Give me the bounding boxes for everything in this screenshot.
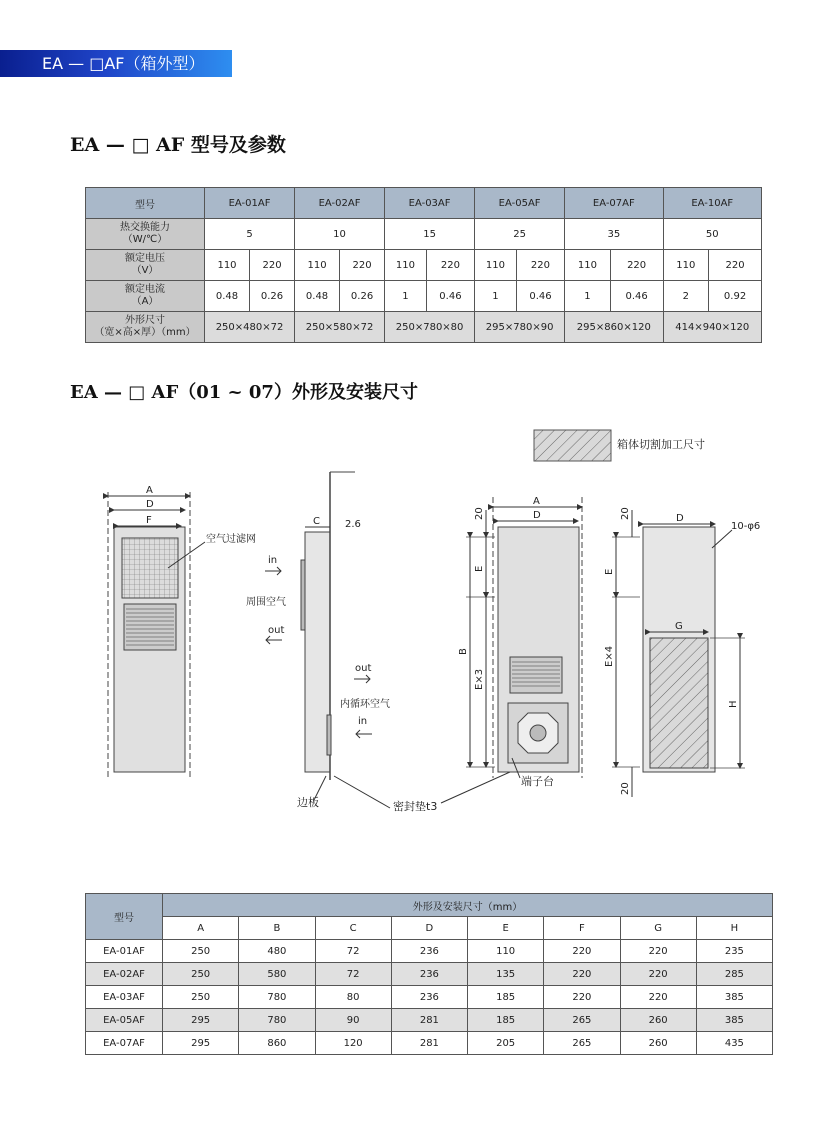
dim-cell: 220 [544, 986, 620, 1009]
dim-cell: 72 [315, 963, 391, 986]
cutout-view [604, 507, 760, 797]
table-row [86, 940, 773, 963]
spec-cell: 35 [565, 219, 663, 250]
dim-cell: 185 [468, 1009, 544, 1032]
out-label-bottom: out [355, 663, 372, 674]
spec-table [85, 187, 762, 343]
dim-cell: 860 [239, 1032, 315, 1055]
dim-cell: 260 [620, 1009, 696, 1032]
spec-cell: 110 [385, 250, 427, 281]
dim-column-header: G [620, 917, 696, 940]
installation-diagram [0, 410, 837, 830]
table-row [86, 963, 773, 986]
spec-model-header: EA-02AF [295, 188, 385, 219]
out-label-top: out [268, 625, 285, 636]
spec-row-label: 额定电流 （A） [86, 281, 205, 312]
ambient-air-label: 周围空气 [246, 597, 286, 608]
spec-header-model: 型号 [86, 188, 205, 219]
dim-label-a: A [146, 485, 153, 496]
dim-label-e4: E×4 [604, 645, 615, 667]
spec-cell: 250×480×72 [205, 312, 295, 343]
spec-cell: 0.26 [250, 281, 295, 312]
dim-cell: 236 [391, 986, 467, 1009]
dim-label-d2: D [533, 510, 541, 521]
dim-cell: 236 [391, 963, 467, 986]
spec-cell: 414×940×120 [663, 312, 761, 343]
dim-header-model: 型号 [86, 894, 163, 940]
dim-label-thickness: 2.6 [345, 519, 361, 530]
dim-cell: 250 [163, 963, 239, 986]
spec-cell: 1 [475, 281, 517, 312]
dim-label-a2: A [533, 496, 540, 507]
dim-cell: 250 [163, 986, 239, 1009]
dim-cell: 220 [620, 940, 696, 963]
dim-cell: 260 [620, 1032, 696, 1055]
dim-cell: 285 [696, 963, 772, 986]
dim-label-f: F [146, 515, 152, 526]
spec-model-header: EA-05AF [475, 188, 565, 219]
spec-cell: 220 [426, 250, 474, 281]
spec-cell: 220 [709, 250, 762, 281]
dim-cell: 480 [239, 940, 315, 963]
spec-cell: 110 [475, 250, 517, 281]
dim-cell: 385 [696, 986, 772, 1009]
table-row [86, 986, 773, 1009]
cutout-area [650, 638, 708, 768]
dim-header-group: 外形及安装尺寸（mm） [163, 894, 773, 917]
table-row [86, 1032, 773, 1055]
legend-hatch-swatch [534, 430, 611, 461]
spec-cell: 50 [663, 219, 761, 250]
dim-label-e3: E×3 [474, 668, 485, 690]
table-row [86, 1009, 773, 1032]
dim-label-20-top: 20 [620, 507, 631, 520]
dim-cell: 220 [544, 963, 620, 986]
dim-column-header: D [391, 917, 467, 940]
front-view [108, 485, 256, 780]
rear-view [458, 496, 582, 788]
spec-model-header: EA-03AF [385, 188, 475, 219]
dim-column-header: C [315, 917, 391, 940]
dim-cell: 236 [391, 940, 467, 963]
dim-cell: 220 [544, 940, 620, 963]
dim-cell: 780 [239, 1009, 315, 1032]
spec-cell: 110 [205, 250, 250, 281]
dim-cell: 265 [544, 1032, 620, 1055]
air-filter-mesh [122, 538, 178, 598]
legend-label: 箱体切割加工尺寸 [617, 438, 705, 451]
spec-cell: 220 [516, 250, 564, 281]
dim-label-b: B [458, 648, 469, 655]
dim-column-header: F [544, 917, 620, 940]
dim-cell: 385 [696, 1009, 772, 1032]
in-label-top: in [268, 555, 278, 566]
dim-column-header: H [696, 917, 772, 940]
spec-cell: 0.48 [205, 281, 250, 312]
dim-label-20-bottom: 20 [620, 782, 631, 795]
dim-cell: 120 [315, 1032, 391, 1055]
spec-cell: 110 [663, 250, 709, 281]
dim-cell: 435 [696, 1032, 772, 1055]
holes-label: 10-φ6 [731, 521, 761, 532]
spec-cell: 15 [385, 219, 475, 250]
dim-cell: 250 [163, 940, 239, 963]
dim-cell: 220 [620, 963, 696, 986]
section-title-specs: EA — □ AF 型号及参数 [70, 134, 286, 156]
dim-cell: 780 [239, 986, 315, 1009]
dim-label-g: G [675, 621, 683, 632]
dim-model: EA-05AF [86, 1009, 163, 1032]
spec-cell: 0.46 [426, 281, 474, 312]
spec-cell: 110 [295, 250, 340, 281]
spec-cell: 220 [610, 250, 663, 281]
dim-cell: 281 [391, 1009, 467, 1032]
dim-cell: 110 [468, 940, 544, 963]
dim-cell: 295 [163, 1032, 239, 1055]
terminal-label: 端子台 [521, 775, 554, 788]
dim-label-e: E [474, 565, 485, 572]
spec-cell: 1 [565, 281, 611, 312]
spec-cell: 1 [385, 281, 427, 312]
dim-label-d: D [146, 499, 154, 510]
spec-cell: 220 [340, 250, 385, 281]
page-banner: EA — □AF（箱外型） [0, 50, 232, 77]
dim-model: EA-02AF [86, 963, 163, 986]
in-label-bottom: in [358, 716, 368, 727]
spec-cell: 250×580×72 [295, 312, 385, 343]
dim-cell: 205 [468, 1032, 544, 1055]
dim-label-e2: E [604, 568, 615, 575]
spec-cell: 0.92 [709, 281, 762, 312]
dim-cell: 80 [315, 986, 391, 1009]
spec-model-header: EA-07AF [565, 188, 663, 219]
edge-plate-label: 边板 [297, 796, 319, 809]
spec-row-label: 外形尺寸 （宽×高×厚）（mm） [86, 312, 205, 343]
spec-cell: 295×780×90 [475, 312, 565, 343]
spec-cell: 0.46 [516, 281, 564, 312]
dim-label-h: H [728, 700, 739, 708]
dim-cell: 220 [620, 986, 696, 1009]
spec-cell: 0.26 [340, 281, 385, 312]
dim-cell: 265 [544, 1009, 620, 1032]
dim-label-20: 20 [474, 507, 485, 520]
spec-cell: 295×860×120 [565, 312, 663, 343]
dim-column-header: E [468, 917, 544, 940]
spec-cell: 2 [663, 281, 709, 312]
section-title-dimensions: EA — □ AF（01 ~ 07）外形及安装尺寸 [70, 382, 418, 403]
dim-cell: 90 [315, 1009, 391, 1032]
spec-cell: 110 [565, 250, 611, 281]
spec-cell: 10 [295, 219, 385, 250]
dim-column-header: A [163, 917, 239, 940]
dim-cell: 295 [163, 1009, 239, 1032]
dim-model: EA-01AF [86, 940, 163, 963]
dim-label-d3: D [676, 513, 684, 524]
dim-cell: 281 [391, 1032, 467, 1055]
spec-cell: 0.46 [610, 281, 663, 312]
dim-column-header: B [239, 917, 315, 940]
dim-model: EA-03AF [86, 986, 163, 1009]
spec-row-label: 额定电压 （V） [86, 250, 205, 281]
internal-air-label: 内循环空气 [340, 699, 390, 710]
spec-row-label: 热交换能力 （W/℃） [86, 219, 205, 250]
gasket-label: 密封垫t3 [393, 800, 438, 813]
dim-cell: 185 [468, 986, 544, 1009]
dim-label-c: C [313, 516, 320, 527]
dim-cell: 235 [696, 940, 772, 963]
spec-cell: 25 [475, 219, 565, 250]
spec-model-header: EA-01AF [205, 188, 295, 219]
dim-cell: 72 [315, 940, 391, 963]
spec-cell: 5 [205, 219, 295, 250]
spec-cell: 0.48 [295, 281, 340, 312]
dim-cell: 580 [239, 963, 315, 986]
spec-cell: 220 [250, 250, 295, 281]
dim-cell: 135 [468, 963, 544, 986]
spec-cell: 250×780×80 [385, 312, 475, 343]
dimension-table [85, 893, 773, 1055]
dim-model: EA-07AF [86, 1032, 163, 1055]
air-filter-label: 空气过滤网 [206, 534, 256, 545]
spec-model-header: EA-10AF [663, 188, 761, 219]
